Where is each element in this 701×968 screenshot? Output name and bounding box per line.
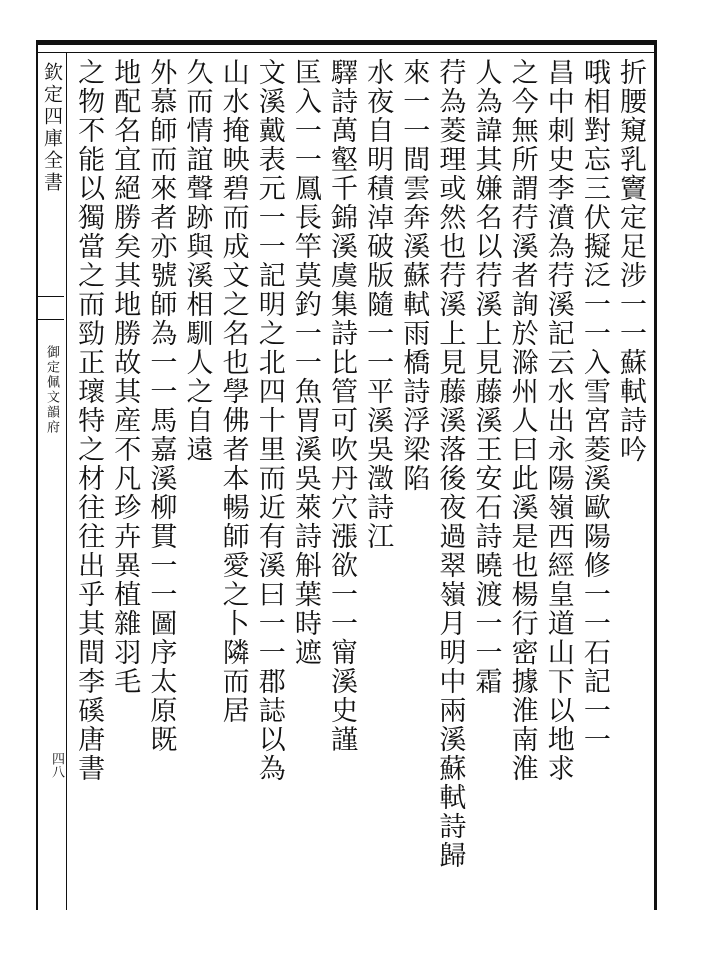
text-column: 地配名宜絕勝矣其地勝故其産不凡珍卉異植雜羽毛	[109, 58, 141, 696]
margin-fishtail	[36, 296, 64, 320]
frame-top-inner-border	[36, 52, 656, 53]
text-column: 匡入一一鳳長竿莫釣一一魚胃溪吳萊詩斛葉時遮	[289, 58, 321, 667]
frame-left-border	[36, 40, 38, 910]
text-column: 哦相對忘三伏擬泛一一入雪宮菱溪歐陽修一一石記一一	[578, 58, 610, 754]
frame-right-border	[654, 40, 657, 910]
text-column: 來一一間雲奔溪蘇軾雨橋詩浮梁陷	[398, 58, 430, 493]
text-column: 折腰窺乳竇定足涉一一蘇軾詩吟	[615, 58, 646, 464]
text-column: 之物不能以獨當之而勁正瓌特之材往往出乎其間李磎唐書	[73, 58, 105, 783]
text-column: 山水掩映碧而成文之名也學佛者本暢師愛之卜隣而居	[217, 58, 249, 725]
text-column: 文溪戴表元一一記明之北四十里而近有溪曰一一郡誌以為	[253, 58, 285, 783]
text-column: 昌中刺史李濆為荇溪記云水出永陽嶺西經皇道山下以地求	[542, 58, 574, 783]
book-title: 欽定四庫全書	[41, 62, 63, 194]
text-column: 久而情誼聲跡與溪相馴人之自遠	[181, 58, 213, 464]
text-column: 荇為菱理或然也荇溪上見藤溪落後夜過翠嶺月明中兩溪蘇軾詩歸	[434, 58, 466, 870]
margin-rule	[66, 52, 67, 910]
text-column: 人為諱其嫌名以荇溪上見藤溪王安石詩曉渡一一霜	[470, 58, 502, 696]
frame-top-border	[36, 40, 656, 45]
volume-title: 御定佩文韻府	[44, 345, 59, 435]
page-number: 四八	[49, 752, 64, 778]
text-column: 之今無所謂荇溪者詢於滁州人曰此溪是也楊行密據淮南淮	[506, 58, 538, 783]
text-column: 驛詩萬壑千錦溪虞集詩比管可吹丹穴漲欲一一甯溪史謹	[326, 58, 357, 754]
text-column: 水夜自明積淖破版隨一一平溪吳澂詩江	[362, 58, 394, 551]
text-column: 外慕師而來者亦號師為一一馬嘉溪柳貫一一圖序太原既	[145, 58, 177, 754]
